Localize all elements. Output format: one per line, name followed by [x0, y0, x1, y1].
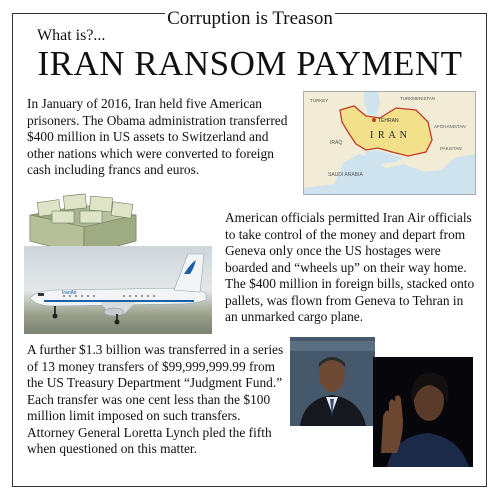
paragraph-judgment-fund: A further $1.3 billion was transferred in a series of 13 money transfers of $99,999,999.99 from the US Treasury Department “Judgment Fund.” Each transfer was one cent less than the $100 million limit imposed on such transfers. Attorney General Loretta Lynch pled the fifth when questioned on this matter. [27, 342, 284, 456]
map-label-turkey: TURKEY [310, 98, 329, 103]
headline: IRAN RANSOM PAYMENT [37, 44, 463, 83]
obama-portrait-image [290, 337, 375, 426]
map-label-saudi-arabia: SAUDI ARABIA [328, 172, 363, 178]
map-label-iraq: IRAQ [330, 140, 343, 146]
map-label-afghanistan: AFGHANISTAN [434, 124, 466, 129]
loretta-lynch-image [373, 357, 473, 467]
person-portrait-icon [373, 357, 473, 467]
iran-air-plane-image [24, 246, 212, 334]
iran-map [303, 91, 476, 195]
airplane-icon [24, 246, 212, 334]
what-is-label: What is?... [37, 27, 106, 44]
map-capital-label: TEHRAN [378, 118, 399, 124]
map-label-pakistan: PAKISTAN [440, 146, 462, 151]
paragraph-prisoners: In January of 2016, Iran held five American prisoners. The Obama administration transferred $400 million in US assets to Switzerland and other nations which were converted to foreign cash including francs and euros. [27, 96, 288, 177]
iran-map-graphic [304, 92, 475, 194]
tehran-marker-icon [372, 118, 376, 122]
map-label-turkmenistan: TURKMENISTAN [400, 96, 436, 101]
top-title: Corruption is Treason [167, 8, 333, 29]
person-portrait-icon [290, 337, 375, 426]
map-country-label: I R A N [370, 130, 408, 141]
paragraph-cargo-plane: American officials permitted Iran Air officials to take control of the money and depart from Geneva only once the US hostages were boarded and “wheels up” on their way home. The $400 million in foreign bills, stacked onto pallets, was flown from Geneva to Tehran in an unmarked cargo plane. [225, 210, 475, 324]
plane-livery-label: IranAir [62, 290, 77, 296]
